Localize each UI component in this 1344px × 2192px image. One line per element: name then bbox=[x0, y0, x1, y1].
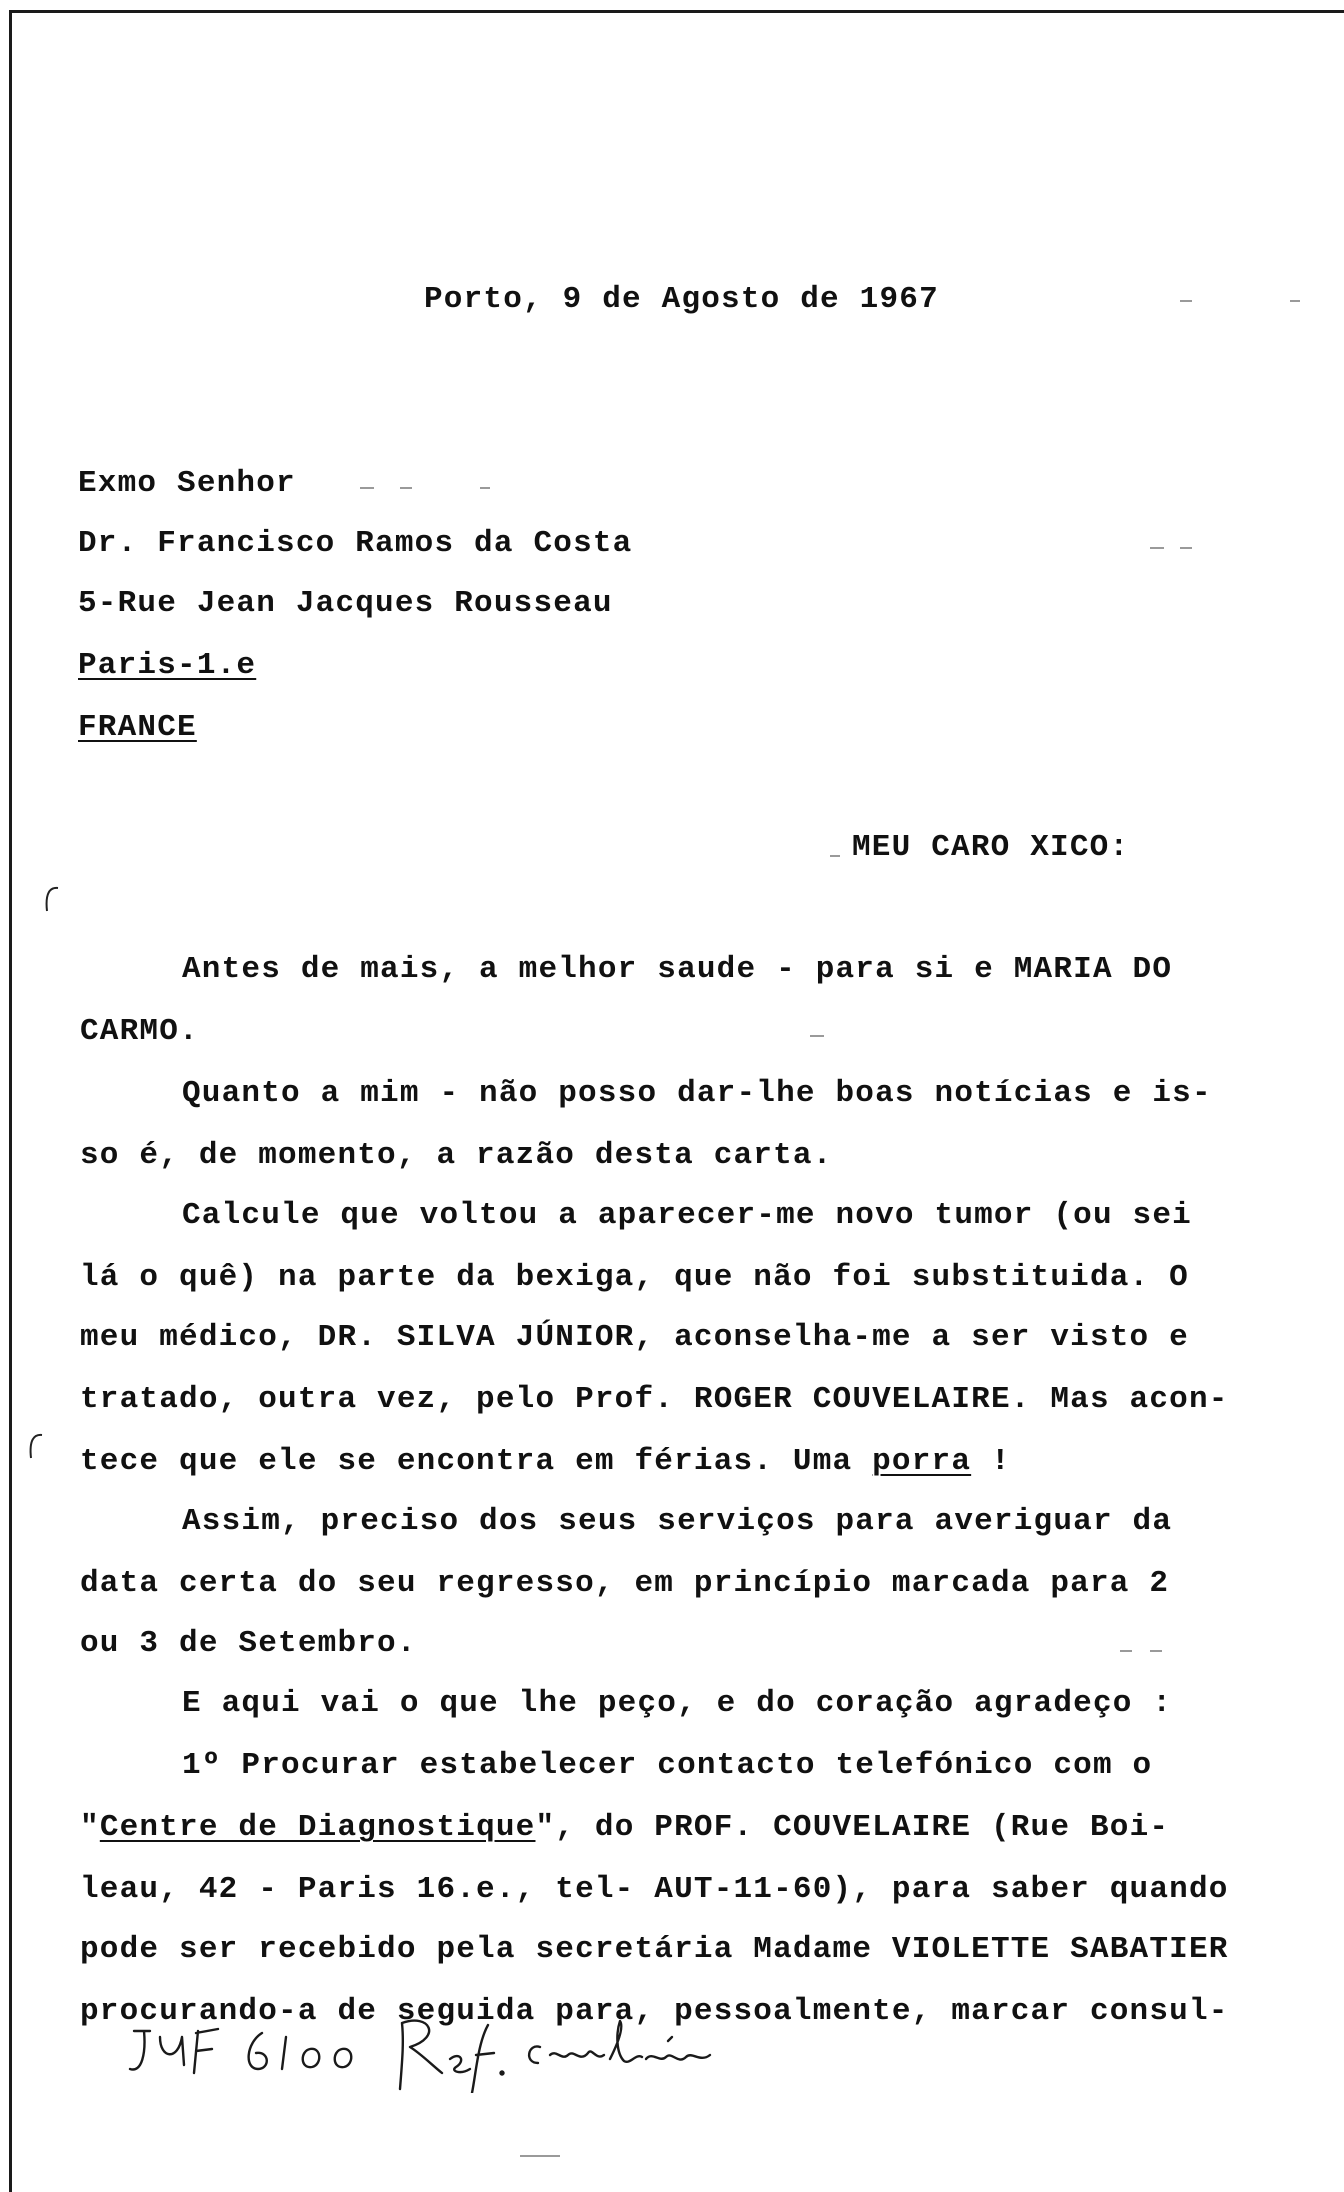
speck bbox=[480, 487, 490, 489]
greeting: MEU CARO XICO: bbox=[852, 830, 1130, 865]
body-line: tratado, outra vez, pelo Prof. ROGER COUVELAIRE. Mas acon- bbox=[80, 1382, 1229, 1417]
body-line: Antes de mais, a melhor saude - para si e MARIA DO bbox=[182, 952, 1173, 987]
body-line: Quanto a mim - não posso dar-lhe boas notícias e is- bbox=[182, 1076, 1212, 1111]
body-line: ou 3 de Setembro. bbox=[80, 1626, 417, 1661]
speck bbox=[360, 487, 374, 489]
underlined-word: porra bbox=[872, 1444, 972, 1479]
body-line: data certa do seu regresso, em princípio marcada para 2 bbox=[80, 1566, 1170, 1601]
body-line: pode ser recebido pela secretária Madame VIOLETTE SABATIER bbox=[80, 1932, 1229, 1967]
recipient-street: 5-Rue Jean Jacques Rousseau bbox=[78, 586, 613, 621]
body-line-text: " bbox=[80, 1810, 100, 1845]
body-line: procurando-a de seguida para, pessoalmente, marcar consul- bbox=[80, 1994, 1229, 2029]
body-line: lá o quê) na parte da bexiga, que não foi substituida. O bbox=[80, 1260, 1189, 1295]
recipient-salutation: Exmo Senhor bbox=[78, 466, 296, 501]
speck bbox=[810, 1035, 824, 1037]
body-line: leau, 42 - Paris 16.e., tel- AUT-11-60), para saber quando bbox=[80, 1872, 1229, 1907]
body-line: meu médico, DR. SILVA JÚNIOR, aconselha-me a ser visto e bbox=[80, 1320, 1189, 1355]
speck bbox=[1180, 300, 1192, 302]
body-line-text: ! bbox=[971, 1444, 1011, 1479]
page-left-border bbox=[9, 12, 12, 2192]
body-line-text: ", do PROF. COUVELAIRE (Rue Boi- bbox=[535, 1810, 1170, 1845]
page-top-border bbox=[9, 10, 1344, 13]
recipient-name: Dr. Francisco Ramos da Costa bbox=[78, 526, 633, 561]
speck bbox=[1150, 1650, 1162, 1652]
speck bbox=[1150, 547, 1164, 549]
body-line: so é, de momento, a razão desta carta. bbox=[80, 1138, 833, 1173]
body-line: Calcule que voltou a aparecer-me novo tumor (ou sei bbox=[182, 1198, 1192, 1233]
speck bbox=[1120, 1650, 1132, 1652]
recipient-country: FRANCE bbox=[78, 710, 197, 745]
recipient-city: Paris-1.e bbox=[78, 648, 257, 683]
body-line bbox=[80, 1442, 1011, 1482]
underlined-title: Centre de Diagnostique bbox=[99, 1810, 536, 1845]
dateline: Porto, 9 de Agosto de 1967 bbox=[424, 282, 939, 317]
body-line: Assim, preciso dos seus serviços para averiguar da bbox=[182, 1504, 1173, 1539]
speck bbox=[1180, 547, 1192, 549]
body-line: 1º Procurar estabelecer contacto telefónico com o bbox=[182, 1748, 1153, 1783]
margin-pen-mark bbox=[26, 1432, 44, 1460]
speck bbox=[400, 487, 412, 489]
body-line bbox=[80, 1808, 1169, 1848]
speck bbox=[1290, 300, 1300, 302]
body-line-text: tece que ele se encontra em férias. Uma bbox=[80, 1444, 873, 1479]
body-line: CARMO. bbox=[80, 1014, 199, 1049]
body-line: E aqui vai o que lhe peço, e do coração agradeço : bbox=[182, 1686, 1173, 1721]
margin-pen-mark bbox=[42, 885, 60, 913]
speck bbox=[520, 2155, 560, 2157]
speck bbox=[830, 855, 840, 857]
handwritten-note bbox=[120, 2003, 760, 2093]
